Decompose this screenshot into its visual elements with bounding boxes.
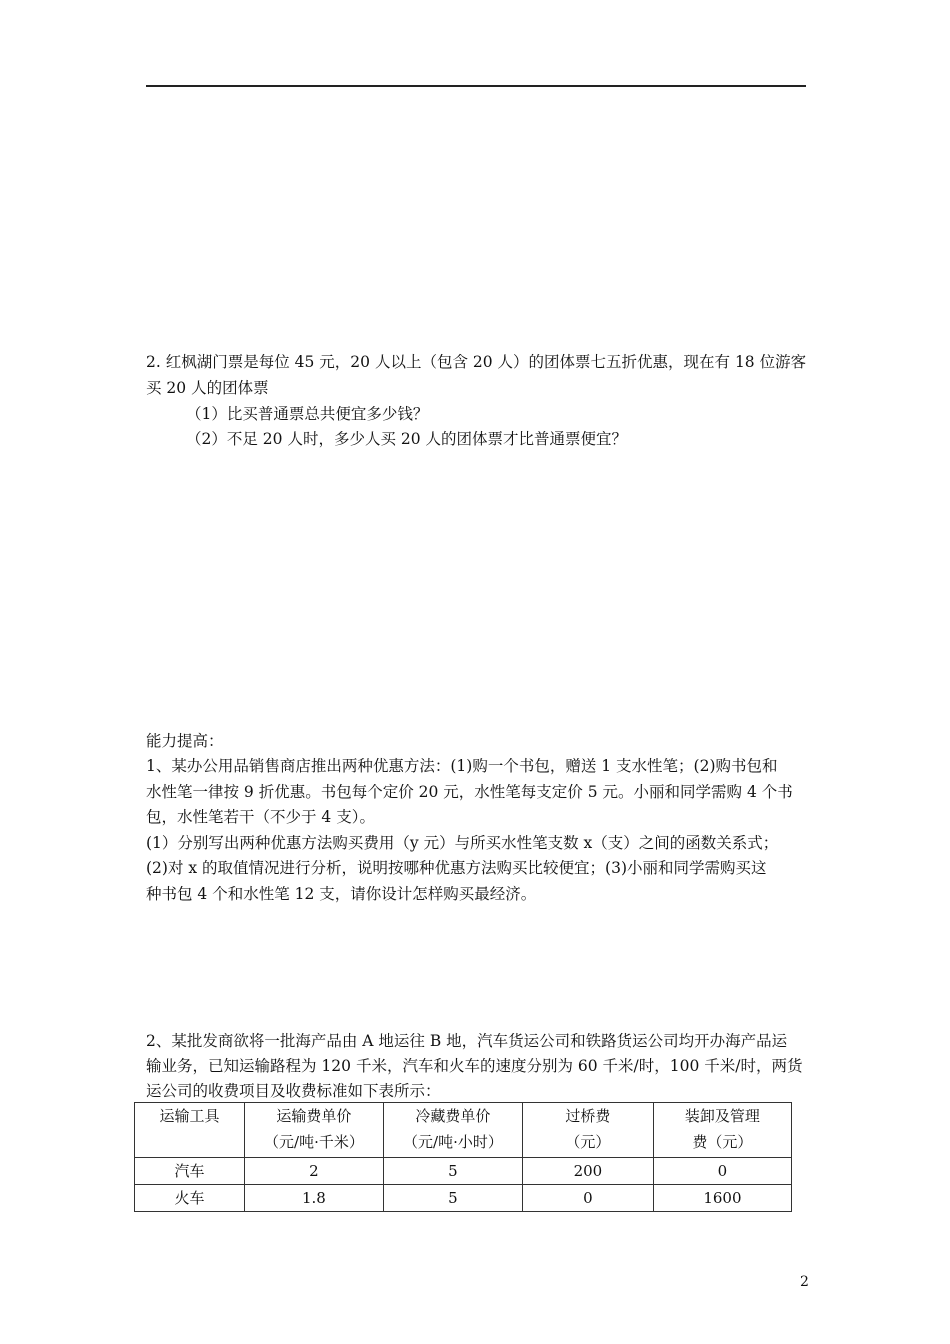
- ability-q1-line-5: (2)对 x 的取值情况进行分析，说明按哪种优惠方法购买比较便宜；(3)小丽和同学需购买这: [146, 859, 767, 877]
- header-cell-transport: 运输费单价 （元/吨·千米）: [244, 1103, 383, 1158]
- header-rule: [146, 85, 806, 87]
- header-cell-tool: 运输工具: [135, 1103, 245, 1158]
- table-cell: 0: [522, 1185, 653, 1212]
- table-cell: 1.8: [244, 1185, 383, 1212]
- ability-q1-line-4: (1）分别写出两种优惠方法购买费用（y 元）与所买水性笔支数 x（支）之间的函数关系式；: [146, 834, 779, 852]
- header-cell-bridge: 过桥费 （元）: [522, 1103, 653, 1158]
- question-2-line-2: 买 20 人的团体票: [146, 379, 269, 397]
- table-cell: 1600: [653, 1185, 791, 1212]
- table-cell: 200: [522, 1158, 653, 1185]
- table-cell: 5: [383, 1158, 522, 1185]
- table-cell: 2: [244, 1158, 383, 1185]
- fee-table: [134, 1102, 792, 1212]
- ability-q1-line-6: 种书包 4 个和水性笔 12 支，请你设计怎样购买最经济。: [146, 885, 537, 903]
- table-header-row: [135, 1103, 792, 1158]
- ability-q2-line-3: 运公司的收费项目及收费标准如下表所示：: [146, 1082, 441, 1100]
- question-2-sub-2: （2）不足 20 人时，多少人买 20 人的团体票才比普通票便宜？: [186, 430, 628, 448]
- ability-q1-line-2: 水性笔一律按 9 折优惠。书包每个定价 20 元，水性笔每支定价 5 元。小丽和同学需购 4 个书: [146, 783, 793, 801]
- table-row: [135, 1158, 792, 1185]
- ability-heading: 能力提高：: [146, 732, 224, 750]
- ability-q1-line-3: 包，水性笔若干（不少于 4 支）。: [146, 808, 375, 826]
- ability-q2-line-1: 2、某批发商欲将一批海产品由 A 地运往 B 地，汽车货运公司和铁路货运公司均开办海产品运: [146, 1032, 788, 1050]
- page-number: 2: [800, 1274, 809, 1290]
- header-cell-handling: 装卸及管理 费（元）: [653, 1103, 791, 1158]
- table-row: [135, 1185, 792, 1212]
- header-cell-cold: 冷藏费单价 （元/吨·小时）: [383, 1103, 522, 1158]
- ability-q1-line-1: 1、某办公用品销售商店推出两种优惠方法：(1)购一个书包，赠送 1 支水性笔；(2)购书包和: [146, 757, 778, 775]
- table-cell: 汽车: [135, 1158, 245, 1185]
- table-cell: 5: [383, 1185, 522, 1212]
- table-cell: 0: [653, 1158, 791, 1185]
- table-cell: 火车: [135, 1185, 245, 1212]
- question-2-line-1: 2. 红枫湖门票是每位 45 元，20 人以上（包含 20 人）的团体票七五折优惠，现在有 18 位游客: [146, 353, 807, 371]
- ability-q2-line-2: 输业务，已知运输路程为 120 千米，汽车和火车的速度分别为 60 千米/时，100 千米/时，两货: [146, 1057, 803, 1075]
- question-2-sub-1: （1）比买普通票总共便宜多少钱？: [186, 405, 429, 423]
